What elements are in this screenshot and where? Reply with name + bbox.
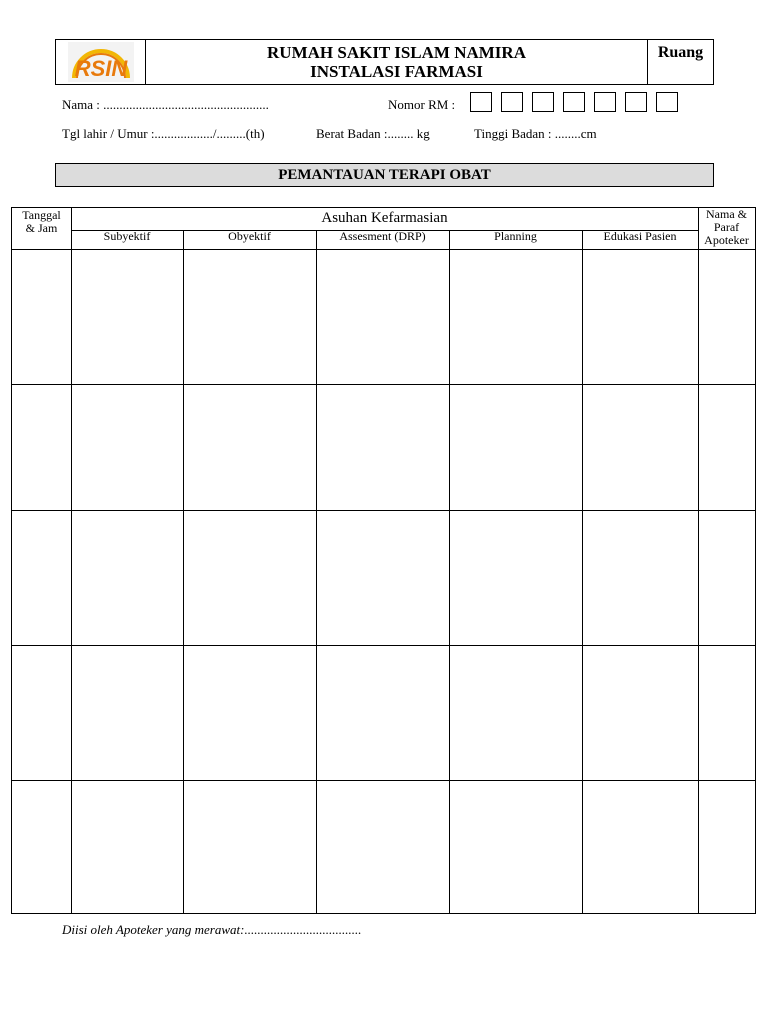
hospital-logo: [68, 42, 134, 82]
ruang-label: Ruang: [657, 44, 704, 61]
col-header-obyektif: Obyektif: [228, 229, 271, 243]
col-divider: [449, 230, 450, 913]
col-divider: [71, 208, 72, 913]
tgl-lahir-field[interactable]: Tgl lahir / Umur :................../.........(th): [62, 126, 265, 141]
rm-box[interactable]: [594, 92, 616, 112]
header-bottom-line: [12, 249, 755, 250]
col-header-assesment: Assesment (DRP): [339, 229, 426, 243]
rm-box[interactable]: [501, 92, 523, 112]
col-group-header: Asuhan Kefarmasian: [321, 210, 448, 226]
rm-box[interactable]: [563, 92, 585, 112]
section-title: PEMANTAUAN TERAPI OBAT: [55, 163, 714, 187]
logo-cell: [56, 40, 146, 84]
nama-field[interactable]: Nama : ...................................................: [62, 97, 269, 112]
row-divider: [12, 384, 755, 385]
col-header-edukasi: Edukasi Pasien: [603, 229, 677, 243]
header-box: [55, 39, 714, 85]
col-header-planning: Planning: [494, 229, 537, 243]
hospital-title: [146, 40, 648, 84]
col-header-tanggal: Tanggal & Jam: [22, 208, 61, 235]
row-divider: [12, 780, 755, 781]
rm-box[interactable]: [532, 92, 554, 112]
department-name: INSTALASI FARMASI: [310, 62, 483, 81]
col-divider: [183, 230, 184, 913]
nomor-rm-label: Nomor RM :: [388, 97, 456, 112]
col-divider: [316, 230, 317, 913]
footer-note: Diisi oleh Apoteker yang merawat:....................................: [62, 922, 362, 937]
svg-text:RSIN: RSIN: [74, 56, 128, 81]
rm-box[interactable]: [625, 92, 647, 112]
col-divider: [582, 230, 583, 913]
rm-box[interactable]: [656, 92, 678, 112]
hospital-name: RUMAH SAKIT ISLAM NAMIRA: [267, 43, 526, 62]
therapy-table: [11, 207, 756, 914]
row-divider: [12, 645, 755, 646]
col-header-subyektif: Subyektif: [103, 229, 151, 243]
row-divider: [12, 510, 755, 511]
berat-badan-field[interactable]: Berat Badan :........ kg: [316, 126, 430, 141]
col-divider: [698, 208, 699, 913]
tinggi-badan-field[interactable]: Tinggi Badan : ........cm: [474, 126, 597, 141]
logo-icon: [68, 42, 134, 82]
col-header-apoteker: Nama & Paraf Apoteker: [704, 207, 749, 247]
rm-box[interactable]: [470, 92, 492, 112]
